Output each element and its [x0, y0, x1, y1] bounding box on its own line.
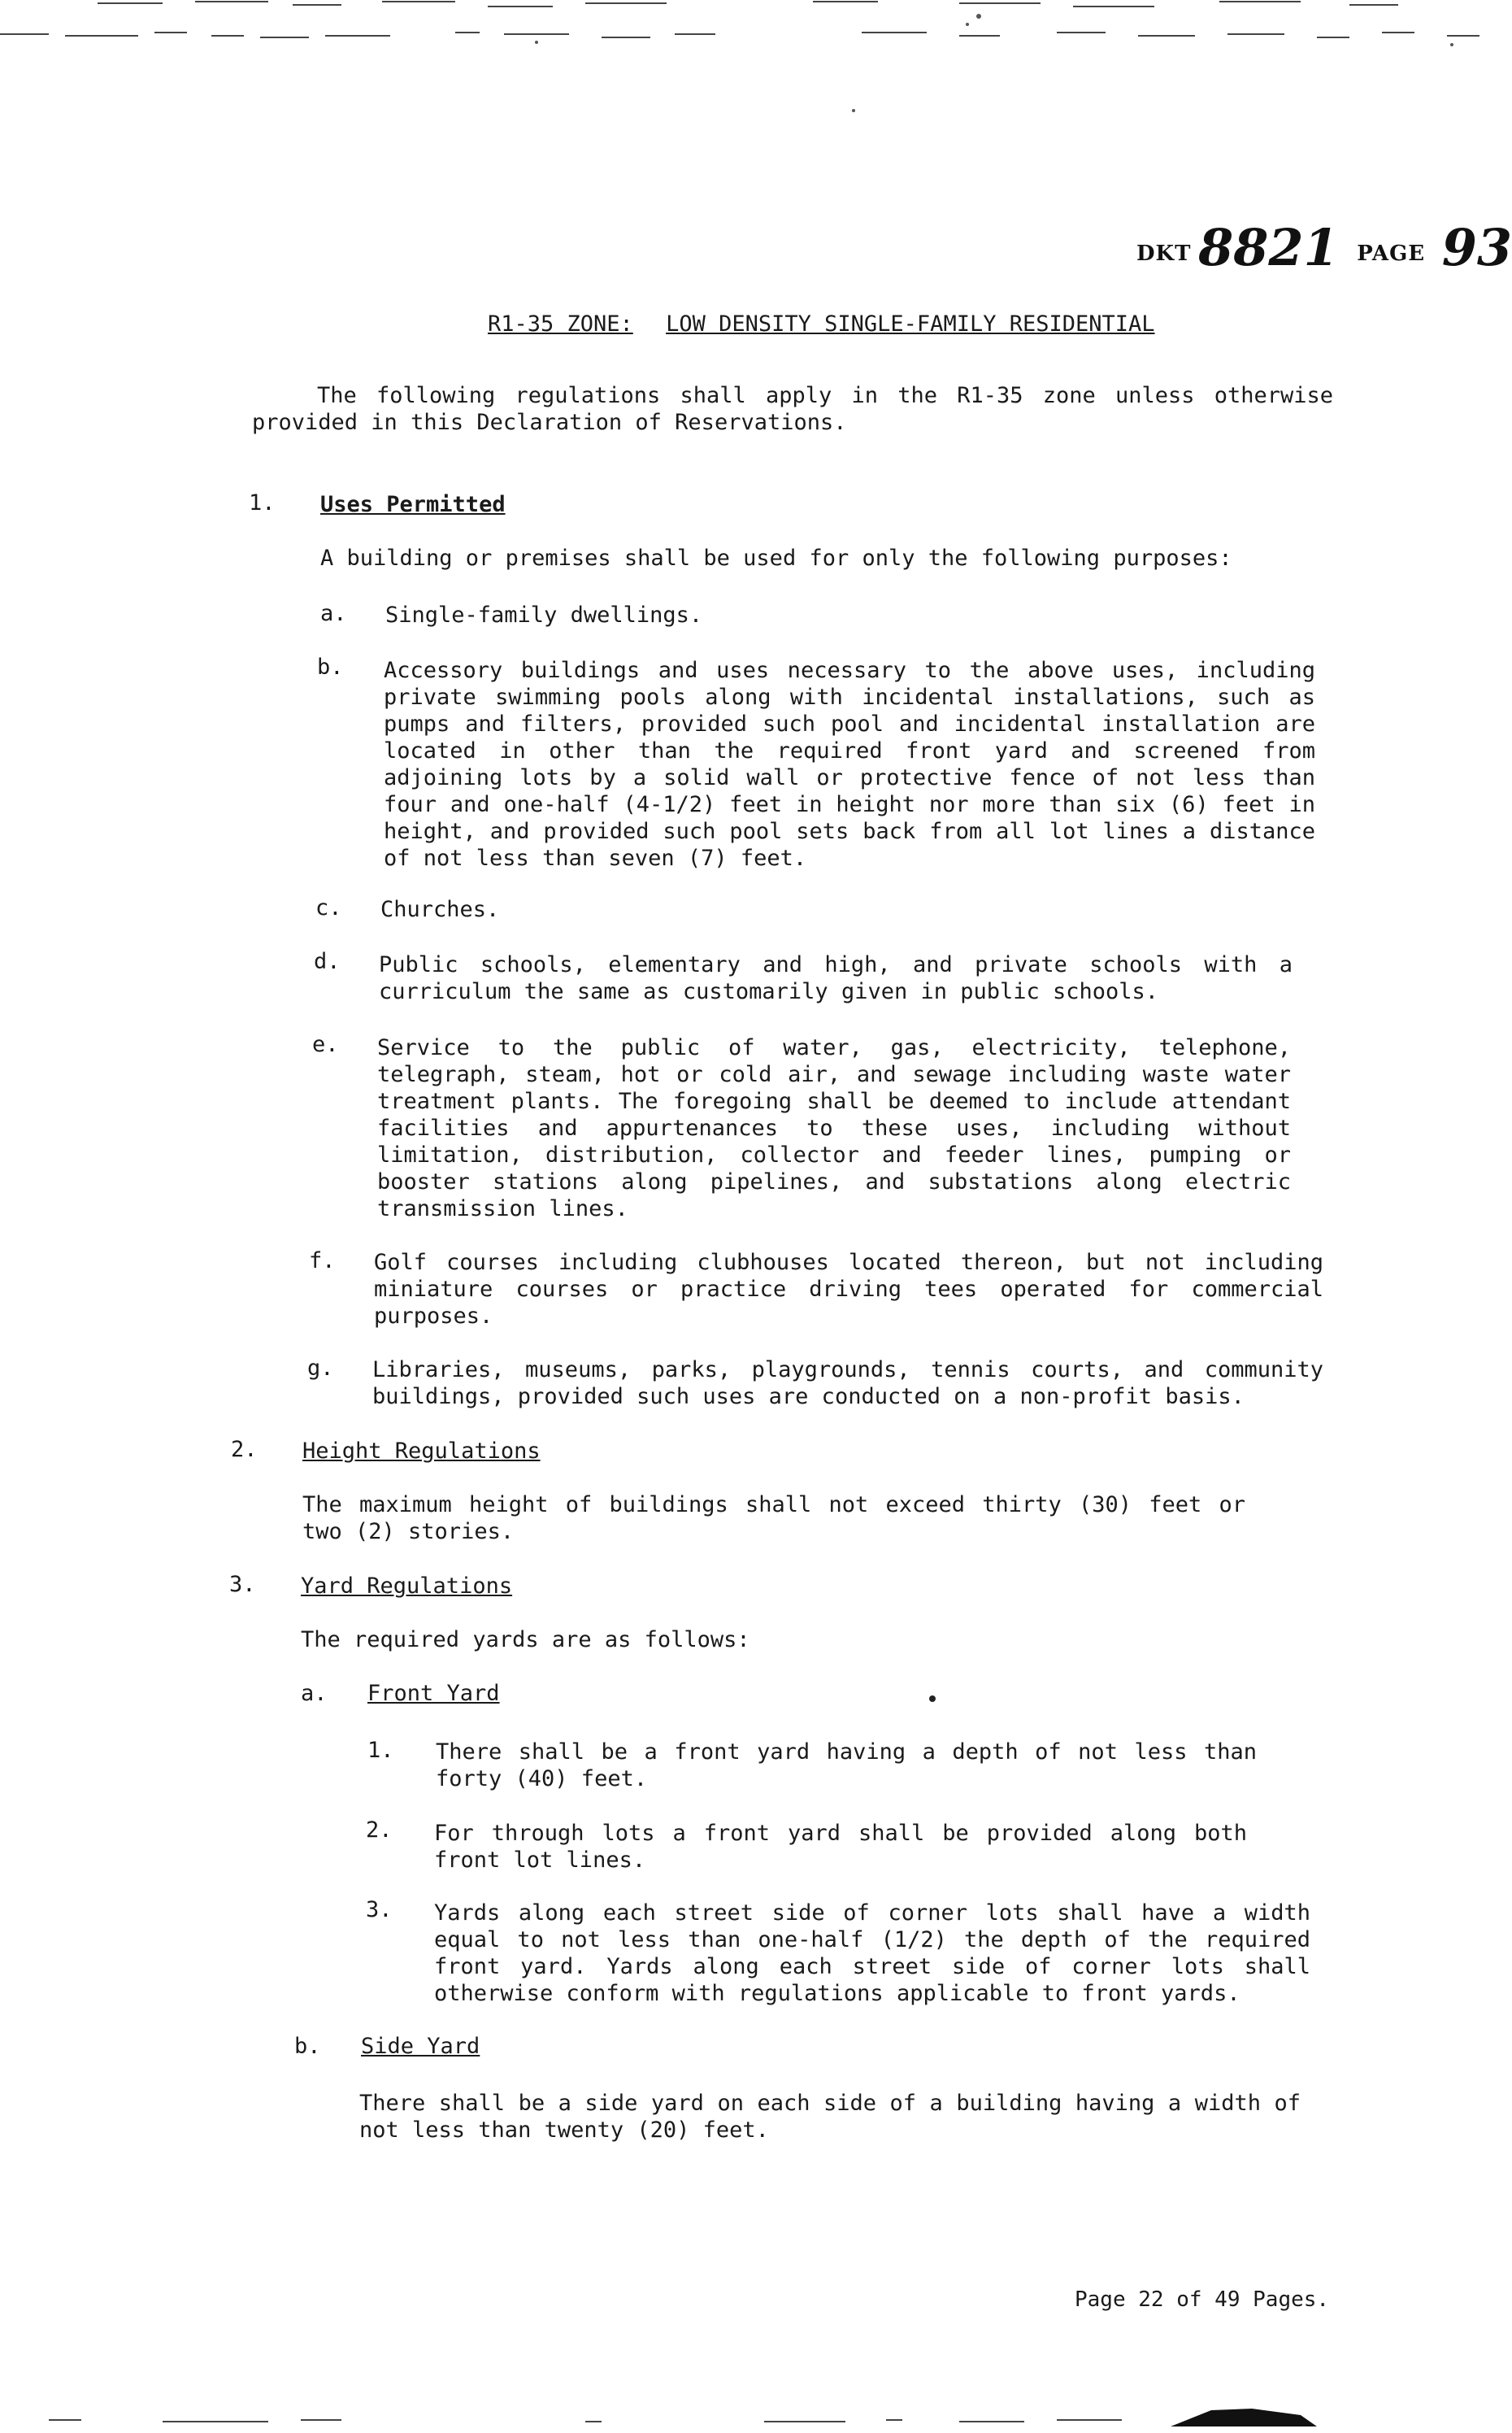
front-yard-item-1-text: There shall be a front yard having a depth of not less than forty (40) feet. [436, 1739, 1257, 1791]
front-yard-heading: Front Yard [367, 1681, 500, 1706]
section-3-number: 3. [229, 1572, 256, 1597]
section-3-lead: The required yards are as follows: [301, 1627, 750, 1652]
page-title [488, 311, 1155, 337]
side-yard-text: There shall be a side yard on each side of a building having a width of not less than twenty (20) feet. [359, 2091, 1301, 2143]
front-yard-item-3-text: Yards along each street side of corner lots shall have a width equal to not less than one-half (1/2) the depth of the required front yard. Yards along each street side of corner lots shall otherwise conform with regulations applicable to front yards. [434, 1900, 1310, 2006]
item-b-letter: b. [317, 655, 344, 680]
section-3-heading: Yard Regulations [301, 1573, 513, 1599]
title-description: LOW DENSITY SINGLE-FAMILY RESIDENTIAL [666, 311, 1155, 337]
side-yard-letter: b. [294, 2034, 321, 2059]
scan-noise-bottom [0, 2399, 1483, 2433]
item-g-letter: g. [307, 1356, 334, 1381]
docket-prefix: DKT [1136, 242, 1192, 266]
docket-stamp [1136, 218, 1512, 277]
title-zone: R1-35 ZONE: [488, 311, 633, 337]
front-yard-item-2-text: For through lots a front yard shall be provided along both front lot lines. [434, 1821, 1247, 1873]
intro-paragraph: The following regulations shall apply in the R1-35 zone unless otherwise provided in this Declaration of Reservations. [252, 383, 1333, 435]
front-yard-letter: a. [301, 1681, 328, 1706]
section-1-lead: A building or premises shall be used for only the following purposes: [320, 546, 1232, 571]
front-yard-item-2-number: 2. [366, 1817, 393, 1843]
scan-noise-top [0, 0, 1483, 49]
section-1-heading: Uses Permitted [320, 492, 506, 517]
item-f-letter: f. [309, 1248, 336, 1273]
docket-page-label: PAGE [1357, 242, 1426, 266]
section-2-number: 2. [231, 1437, 258, 1462]
stray-dot [927, 1693, 938, 1704]
item-a-letter: a. [320, 601, 347, 626]
section-2-text: The maximum height of buildings shall not exceed thirty (30) feet or two (2) stories. [302, 1492, 1245, 1544]
item-e-letter: e. [312, 1032, 339, 1057]
front-yard-item-3-number: 3. [366, 1897, 393, 1922]
side-yard-heading: Side Yard [361, 2034, 480, 2059]
docket-number: 8821 [1198, 218, 1339, 277]
item-e-text: Service to the public of water, gas, electricity, telephone, telegraph, steam, hot or cold air, and sewage including waste water treatment plants. The foregoing shall be deemed to include attendant facilities and appurtenances to these uses, including without limitation, distribution, collector and feeder lines, pumping or booster stations along pipelines, and substations along electric transmission lines. [377, 1035, 1291, 1221]
item-a-text: Single-family dwellings. [385, 603, 703, 628]
item-d-text: Public schools, elementary and high, and private schools with a curriculum the same as customarily given in public schools. [379, 952, 1293, 1004]
docket-page-number: 93 [1441, 218, 1512, 277]
item-c-letter: c. [315, 895, 342, 921]
item-d-letter: d. [314, 949, 341, 974]
page-footer: Page 22 of 49 Pages. [1075, 2287, 1330, 2312]
section-2-heading: Height Regulations [302, 1438, 541, 1464]
section-1-number: 1. [249, 490, 276, 516]
item-b-text: Accessory buildings and uses necessary to the above uses, including private swimming pools along with incidental installations, such as pumps and filters, provided such pool and incidental installation are located in other than the required front yard and screened from adjoining lots by a solid wall or protective fence of not less than four and one-half (4-1/2) feet in height nor more than six (6) feet in height, and provided such pool sets back from all lot lines a distance of not less than seven (7) feet. [384, 658, 1315, 871]
item-f-text: Golf courses including clubhouses located thereon, but not including miniature courses or practice driving tees operated for commercial purposes. [374, 1250, 1323, 1329]
front-yard-item-1-number: 1. [367, 1738, 394, 1763]
item-c-text: Churches. [380, 897, 500, 922]
item-g-text: Libraries, museums, parks, playgrounds, tennis courts, and community buildings, provided such uses are conducted on a non-profit basis. [372, 1357, 1323, 1409]
